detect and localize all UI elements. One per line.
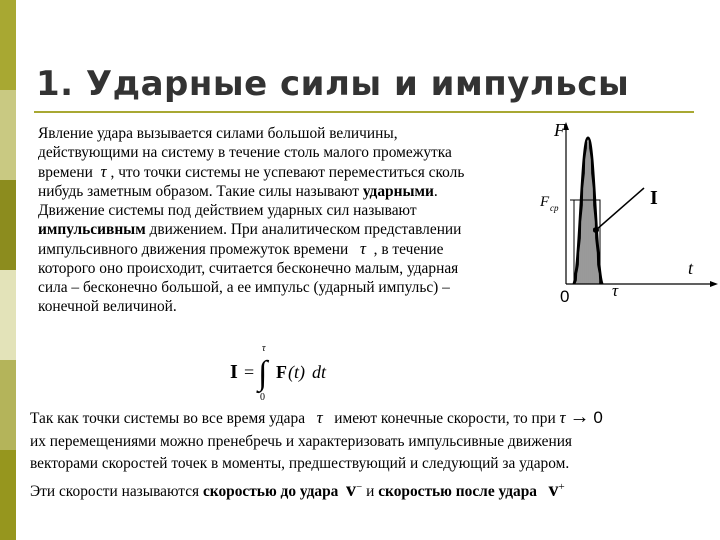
x-axis-arrow <box>710 281 718 287</box>
sidebar-segment <box>0 360 16 450</box>
text-line: сила – бесконечно большой, а ее импульс (ударный импульс) – <box>38 279 450 296</box>
tau-axis-label: τ <box>612 281 619 300</box>
text-span: нибудь заметным образом. Такие силы называют <box>38 183 363 200</box>
text-line: векторами скоростей точек в моменты, предшествующий и следующий за ударом. <box>30 455 570 472</box>
text-line <box>38 239 558 259</box>
velocity-after-superscript: + <box>558 480 565 493</box>
term-impulsive: импульсивным <box>38 221 146 238</box>
text-line <box>30 406 720 431</box>
impulse-label: I <box>650 187 658 209</box>
text-line: их перемещениями можно пренебречь и характеризовать импульсивные движения <box>30 432 573 450</box>
integral-lower-limit: 0 <box>260 392 265 402</box>
velocity-before-symbol: v <box>346 478 357 501</box>
average-force-label: F <box>540 194 550 210</box>
text-line <box>38 162 558 182</box>
term-velocity-before: скоростью до удара <box>202 482 339 500</box>
sidebar-segment <box>0 270 16 360</box>
text-line: конечной величиной. <box>38 298 177 315</box>
text-span: , что точки системы не успевают переместиться сколь <box>110 164 465 181</box>
text-span: движением. При аналитическом представлении <box>145 221 462 238</box>
origin-label: 0 <box>560 287 570 306</box>
title-underline <box>34 111 694 113</box>
formula-force: F <box>276 362 287 382</box>
text-span: имеют конечные скорости, то при <box>334 410 556 427</box>
limit-arrow: → <box>569 406 590 428</box>
average-force-subscript: ср <box>550 203 559 213</box>
x-axis-label: t <box>688 258 694 278</box>
text-span: и <box>362 482 379 500</box>
text-line: действующими на систему в течение столь малого промежутка <box>38 144 452 161</box>
integral-upper-limit: τ <box>262 343 266 354</box>
tau-symbol: τ <box>359 239 366 258</box>
velocity-paragraph <box>30 406 720 503</box>
force-time-graph <box>530 118 720 308</box>
text-line <box>38 220 558 239</box>
tau-symbol: τ <box>100 162 107 181</box>
limit-value: 0 <box>593 408 603 427</box>
impulse-formula <box>228 342 338 402</box>
tau-symbol: τ <box>559 408 566 427</box>
impulse-pointer-dot <box>593 227 599 233</box>
text-span: Эти скорости называются <box>30 482 203 500</box>
text-span: Так как точки системы во все время удара <box>30 410 306 427</box>
slide-title: 1. Ударные силы и импульсы <box>36 64 630 104</box>
sidebar-segment <box>0 450 16 540</box>
force-pulse-curve <box>574 138 602 284</box>
tau-symbol: τ <box>316 408 323 427</box>
integral-sign: ∫ <box>258 355 268 392</box>
text-span: времени <box>38 164 93 181</box>
text-span: импульсивного движения промежуток времени <box>38 241 349 258</box>
sidebar-segment <box>0 90 16 180</box>
sidebar-stripe <box>0 0 16 540</box>
text-line <box>30 476 720 504</box>
sidebar-segment <box>0 0 16 90</box>
formula-dt: dt <box>312 362 327 382</box>
formula-equals: = <box>244 362 255 382</box>
text-line: Движение системы под действием ударных сил называют <box>38 202 417 219</box>
text-line <box>38 182 558 201</box>
y-axis-label: F <box>554 120 565 140</box>
text-line: которого оно происходит, считается бесконечно малым, ударная <box>38 260 459 277</box>
term-velocity-after: скоростью после удара <box>378 482 537 500</box>
formula-impulse-symbol: I <box>230 361 238 383</box>
impulse-pointer-line <box>596 188 644 230</box>
velocity-before-superscript: − <box>356 480 363 493</box>
term-impact-forces: ударными <box>362 183 434 200</box>
sidebar-segment <box>0 180 16 270</box>
text-line: Явление удара вызывается силами большой величины, <box>38 125 398 142</box>
text-span: , в течение <box>373 241 444 258</box>
velocity-after-symbol: v <box>548 478 559 501</box>
formula-argument: (t) <box>288 362 305 382</box>
text-span: . <box>433 183 438 200</box>
definition-paragraph <box>38 124 558 316</box>
